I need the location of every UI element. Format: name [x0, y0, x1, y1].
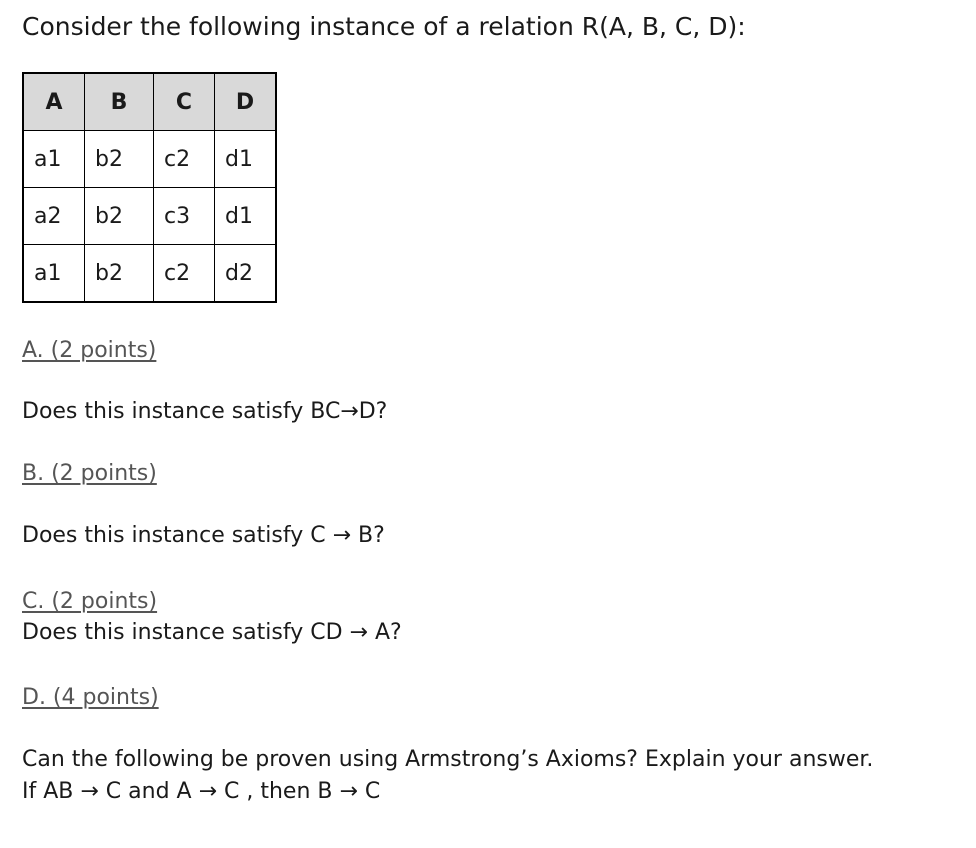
relation-table: [22, 72, 277, 303]
table-cell: a1: [23, 245, 85, 303]
table-cell: d1: [215, 188, 277, 245]
table-cell: b2: [85, 245, 154, 303]
column-header: B: [85, 73, 154, 131]
question-d-text: Can the following be proven using Armstrong’s Axioms? Explain your answer.: [22, 747, 874, 772]
column-header: A: [23, 73, 85, 131]
table-cell: b2: [85, 131, 154, 188]
question-b-heading: B. (2 points): [22, 461, 157, 486]
table-row: [23, 188, 276, 245]
question-a-heading: A. (2 points): [22, 338, 157, 363]
question-b-text: Does this instance satisfy C → B?: [22, 523, 385, 548]
table-header-row: [23, 73, 276, 131]
intro-text: Consider the following instance of a relation R(A, B, C, D):: [22, 12, 746, 41]
column-header: C: [154, 73, 215, 131]
question-d-statement: If AB → C and A → C , then B → C: [22, 779, 381, 804]
table-cell: a2: [23, 188, 85, 245]
column-header: D: [215, 73, 277, 131]
table-cell: b2: [85, 188, 154, 245]
table-cell: c3: [154, 188, 215, 245]
table-cell: c2: [154, 245, 215, 303]
question-d-heading: D. (4 points): [22, 685, 159, 710]
question-c-heading: C. (2 points): [22, 589, 158, 614]
table-cell: d1: [215, 131, 277, 188]
question-a-text: Does this instance satisfy BC→D?: [22, 399, 388, 424]
table-cell: d2: [215, 245, 277, 303]
table-cell: c2: [154, 131, 215, 188]
question-c-text: Does this instance satisfy CD → A?: [22, 620, 402, 645]
table-row: [23, 131, 276, 188]
table-row: [23, 245, 276, 303]
table-cell: a1: [23, 131, 85, 188]
